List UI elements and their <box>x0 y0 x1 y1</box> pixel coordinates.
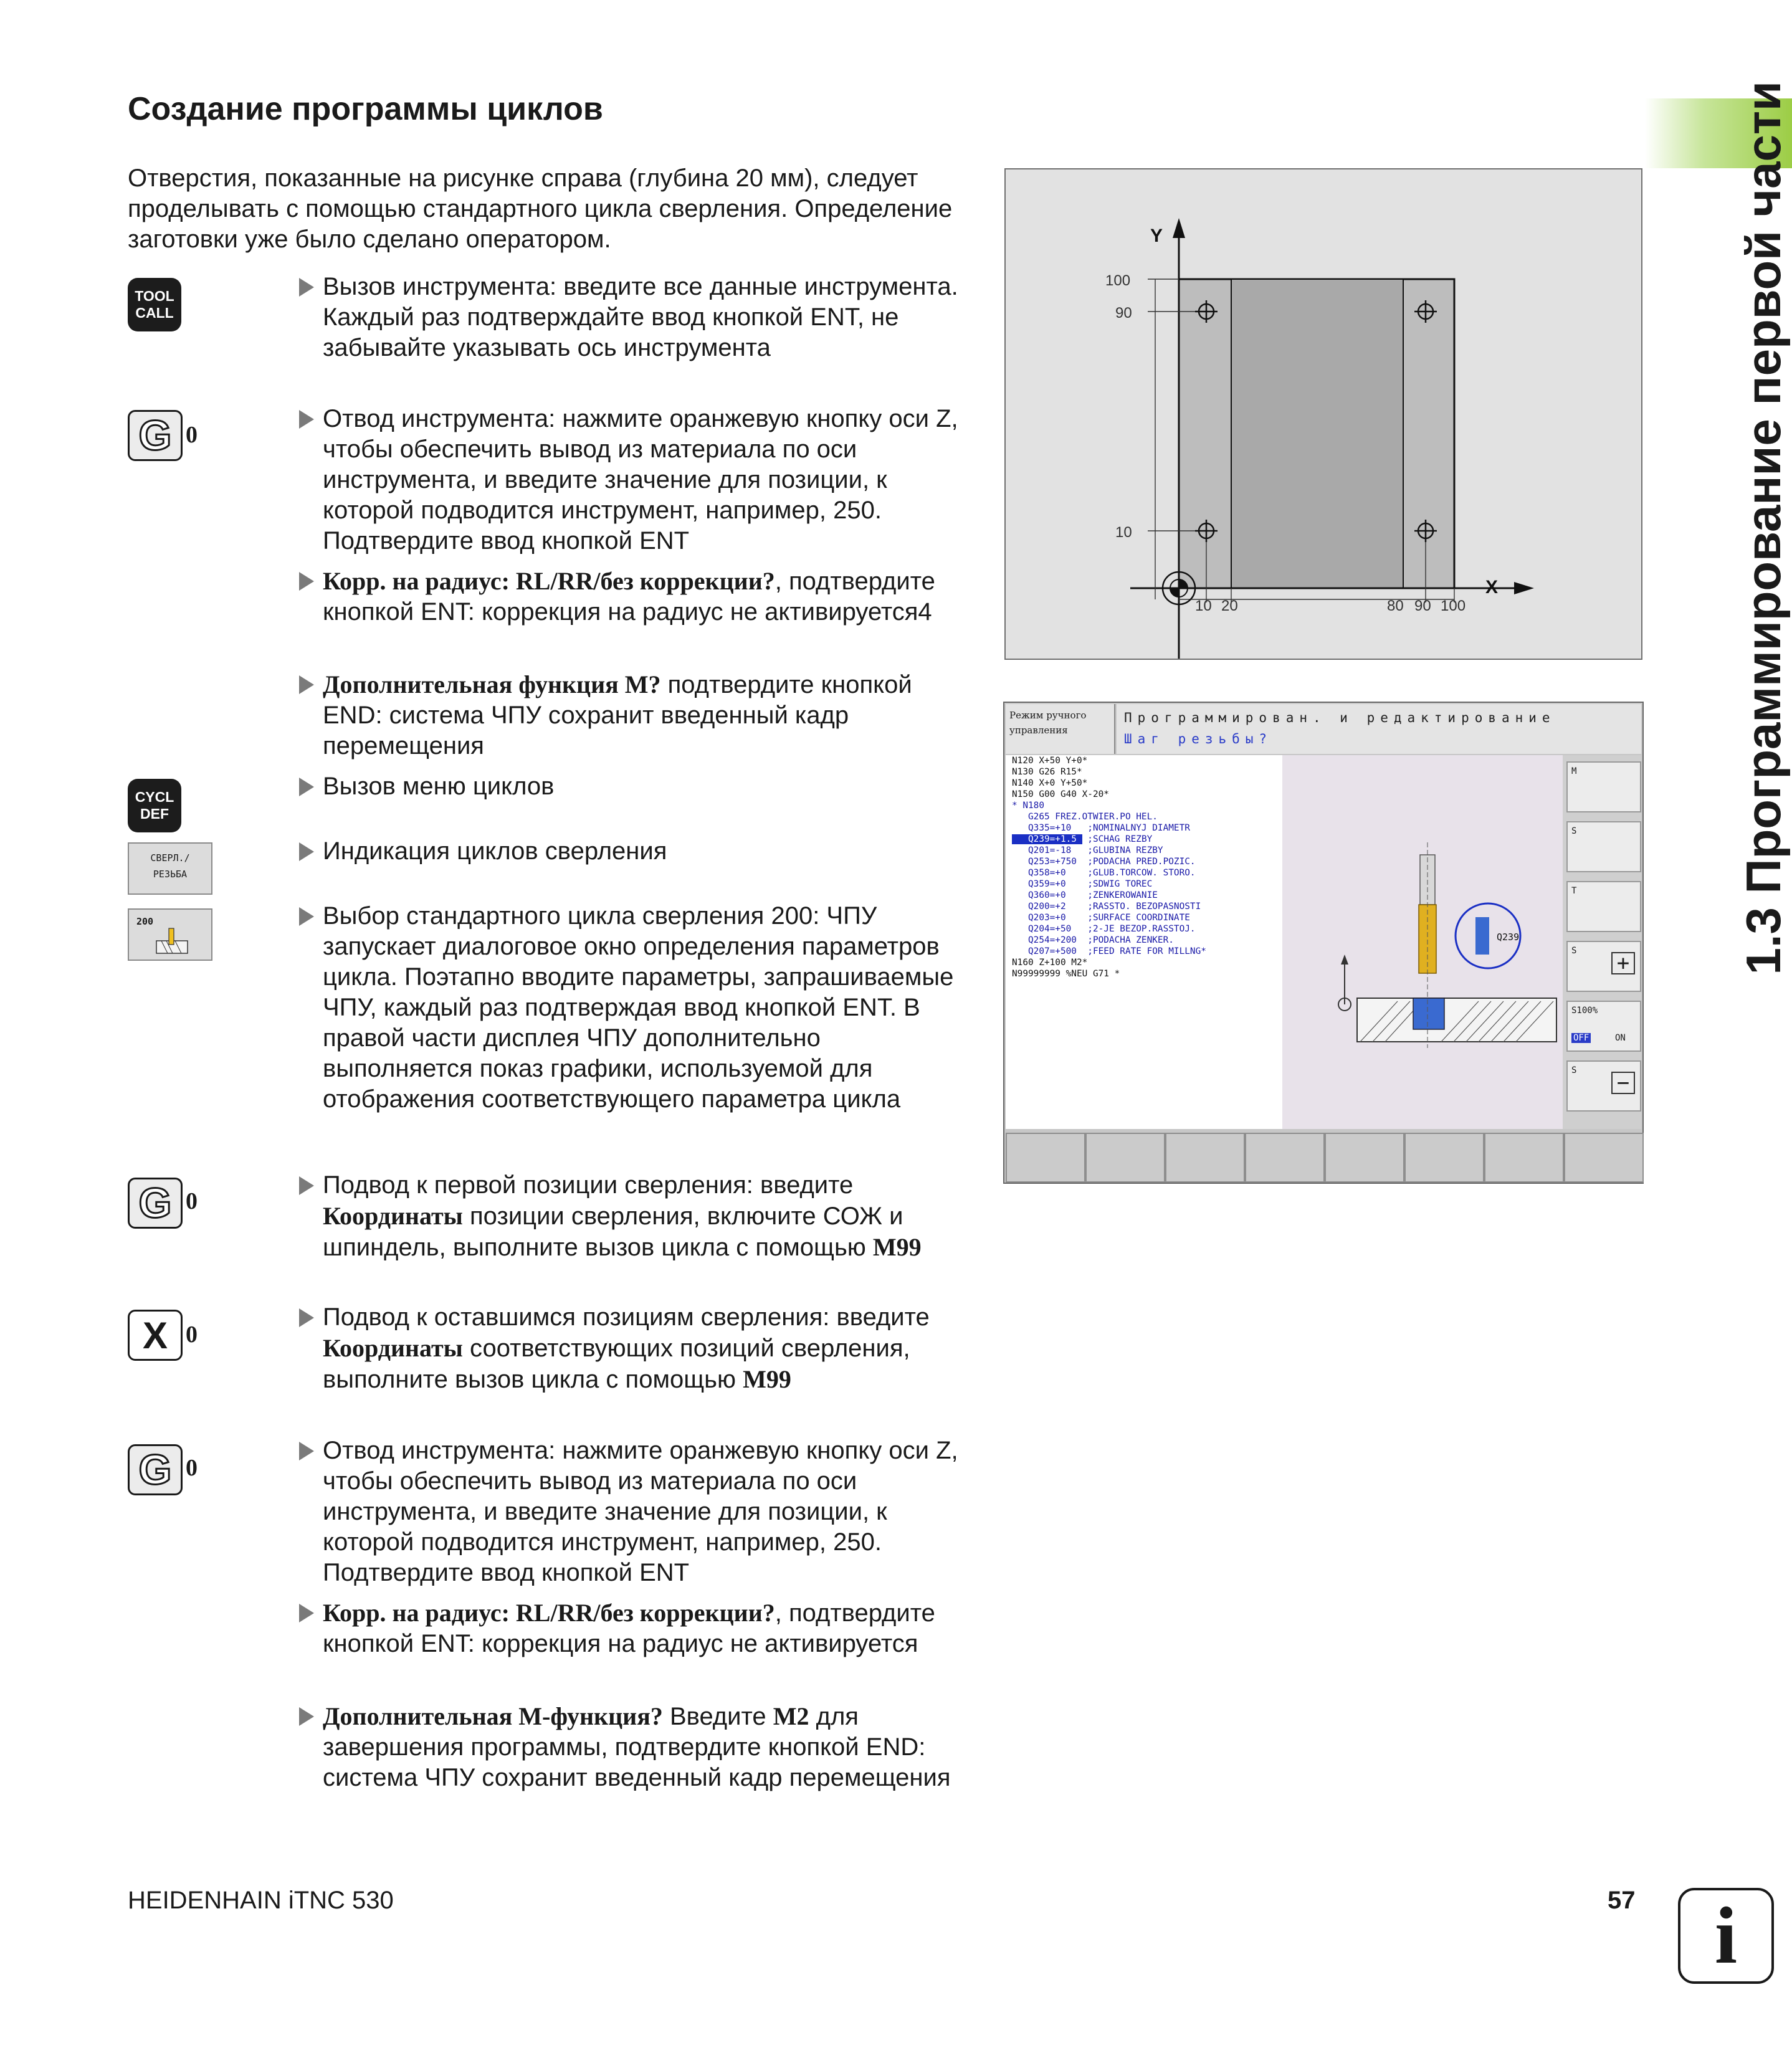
y-tick-90: 90 <box>1115 305 1132 321</box>
x-key: X <box>128 1310 183 1361</box>
tool-call-key-line1: TOOL <box>135 288 174 304</box>
softkey[interactable] <box>1484 1133 1564 1183</box>
x-tick-80: 80 <box>1387 598 1404 614</box>
spindle-override-label: S100% <box>1571 1006 1598 1016</box>
info-icon: i <box>1678 1888 1774 1984</box>
mode-label-line1: Режим ручного <box>1009 710 1087 721</box>
step-term: Координаты <box>323 1334 463 1362</box>
step-text <box>323 404 966 556</box>
step-text <box>323 1598 966 1659</box>
g-key-sub: 0 <box>186 1455 198 1481</box>
step-text <box>323 771 966 802</box>
x-tick-20: 20 <box>1221 598 1238 614</box>
program-line[interactable]: Q335=+10 ;NOMINALNYJ DIAMETR <box>1012 823 1190 833</box>
mode-label-line2: управления <box>1009 725 1068 736</box>
program-listing <box>1006 755 1282 1129</box>
bullet-arrow-icon <box>299 1176 314 1195</box>
step-item <box>299 272 966 363</box>
active-field[interactable]: Q239=+1.5 <box>1012 834 1082 844</box>
status-softkeys <box>1563 755 1641 1129</box>
softkey[interactable] <box>1564 1133 1644 1183</box>
step-text-run: соответствующих позиций сверления, выполните вызов цикла с помощью <box>323 1335 910 1393</box>
program-line[interactable]: Q203=+0 ;SURFACE COORDINATE <box>1012 913 1190 923</box>
bullet-arrow-icon <box>299 842 314 861</box>
step-text <box>323 566 966 627</box>
softkey[interactable] <box>1325 1133 1404 1183</box>
operating-mode-label <box>1006 704 1115 754</box>
step-text-run: Отвод инструмента: нажмите оранжевую кнопку оси Z, чтобы обеспечить вывод из материала по оси инструмента, и введите значение для позиции, к которой подводится инструмент, например, 250. Подтвердите ввод кнопкой ENT <box>323 1437 958 1586</box>
step-text <box>323 1302 966 1395</box>
step-text <box>323 1170 966 1263</box>
workpiece-drawing <box>1004 168 1642 660</box>
step-term: M2 <box>773 1702 809 1730</box>
side-button-t[interactable] <box>1566 881 1641 932</box>
drilling-softkey <box>128 842 212 895</box>
step-item <box>299 1302 966 1395</box>
step-term: Координаты <box>323 1202 463 1230</box>
side-button-s[interactable] <box>1566 821 1641 872</box>
minus-icon: − <box>1611 1072 1635 1094</box>
bullet-arrow-icon <box>299 410 314 429</box>
spindle-override-button[interactable] <box>1566 1001 1641 1052</box>
y-tick-100: 100 <box>1105 272 1131 289</box>
program-line[interactable]: N140 X+0 Y+50* <box>1012 778 1088 788</box>
step-term: M99 <box>872 1233 922 1261</box>
program-line[interactable]: Q360=+0 ;ZENKEROWANIE <box>1012 890 1158 900</box>
bullet-arrow-icon <box>299 1707 314 1726</box>
step-text-run: Вызов меню циклов <box>323 773 555 800</box>
step-term: Корр. на радиус: RL/RR/без коррекции? <box>323 567 775 595</box>
program-line[interactable] <box>1006 834 1282 845</box>
step-item <box>299 1598 966 1659</box>
g-key: G <box>128 1178 183 1229</box>
step-term: Корр. на радиус: RL/RR/без коррекции? <box>323 1599 775 1627</box>
cycl-def-key <box>128 779 181 832</box>
bullet-arrow-icon <box>299 278 314 297</box>
step-term: Дополнительная M-функция? <box>323 1702 663 1730</box>
step-term: Дополнительная функция M? <box>323 670 661 698</box>
step-text-run: , подтвердите кнопкой ENT: коррекция на радиус не активируется <box>323 1599 935 1657</box>
step-text <box>323 836 966 867</box>
dialog-prompt: Шаг резьбы? <box>1124 731 1273 746</box>
softkey-row <box>1006 1133 1641 1181</box>
step-text <box>323 901 966 1115</box>
step-text-run: Отвод инструмента: нажмите оранжевую кнопку оси Z, чтобы обеспечить вывод из материала по оси инструмента, и введите значение для позиции, к которой подводится инструмент, например, 250. Подтвердите ввод кнопкой ENT <box>323 405 958 555</box>
program-line-comment: ;SCHAG REZBY <box>1082 834 1153 844</box>
tool-call-key-line2: CALL <box>135 305 174 321</box>
drilling-softkey-line1: СВЕРЛ./ <box>150 852 190 864</box>
g-key: G <box>128 410 183 461</box>
step-text-run: Вызов инструмента: введите все данные инструмента. Каждый раз подтверждайте ввод кнопкой ENT, не забывайте указывать ось инструмента <box>323 273 958 361</box>
program-line[interactable]: Q200=+2 ;RASSTO. BEZOPASNOSTI <box>1012 902 1201 912</box>
x-tick-90: 90 <box>1414 598 1431 614</box>
cycle-200-softkey-label: 200 <box>136 916 154 927</box>
program-line[interactable]: Q359=+0 ;SDWIG TOREC <box>1012 879 1153 889</box>
side-button-t-label: T <box>1571 886 1577 896</box>
program-line[interactable]: N99999999 %NEU G71 * <box>1012 969 1120 979</box>
softkey[interactable] <box>1085 1133 1165 1183</box>
side-button-m[interactable] <box>1566 761 1641 812</box>
step-text-run: Выбор стандартного цикла сверления 200: ЧПУ запускает диалоговое окно определения параметров цикла. Поэтапно вводите параметры, запрашиваемые ЧПУ, каждый раз подтверждая ввод кнопкой ENT. В правой части дисплея ЧПУ дополнительно выполняется показ графики, используемой для отображения соответствующего параметра цикла <box>323 902 954 1113</box>
softkey[interactable] <box>1245 1133 1325 1183</box>
spindle-plus-label: S <box>1571 946 1577 956</box>
chapter-tab-title: 1.3 Программирование первой части <box>1736 81 1791 975</box>
cycl-def-key-line2: DEF <box>140 806 169 822</box>
bullet-arrow-icon <box>299 778 314 796</box>
step-item <box>299 1701 966 1793</box>
drilling-softkey-line2: РЕЗЬБА <box>153 869 188 880</box>
step-item <box>299 1436 966 1588</box>
footer-product: HEIDENHAIN iTNC 530 <box>128 1887 394 1914</box>
step-item <box>299 1170 966 1263</box>
spindle-minus-button[interactable] <box>1566 1060 1641 1112</box>
step-text <box>323 1436 966 1588</box>
on-toggle: ON <box>1615 1033 1626 1043</box>
x-tick-10: 10 <box>1195 598 1212 614</box>
step-item <box>299 404 966 556</box>
bullet-arrow-icon <box>299 907 314 926</box>
program-line[interactable]: Q204=+50 ;2-JE BEZOP.RASSTOJ. <box>1012 924 1196 934</box>
cycl-def-key-line1: CYCL <box>135 789 174 805</box>
tnc-screen <box>1003 702 1644 1184</box>
tool-call-key <box>128 278 181 331</box>
x-key-sub: 0 <box>186 1322 198 1348</box>
off-toggle: OFF <box>1571 1033 1591 1043</box>
program-line[interactable]: N120 X+50 Y+0* <box>1012 756 1088 766</box>
step-item <box>299 901 966 1115</box>
y-axis-label: Y <box>1150 226 1163 246</box>
screen-header-mode: Программирован. и редактирование <box>1124 710 1556 725</box>
x-tick-100: 100 <box>1441 598 1466 614</box>
bullet-arrow-icon <box>299 1308 314 1327</box>
help-graphic <box>1282 755 1563 1129</box>
step-text <box>323 1701 966 1793</box>
softkey[interactable] <box>1404 1133 1484 1183</box>
bullet-arrow-icon <box>299 1442 314 1460</box>
cycle-200-softkey <box>128 908 212 961</box>
step-text-run: Подвод к оставшимся позициям сверления: введите <box>323 1303 930 1331</box>
step-text-run: Введите <box>662 1703 773 1730</box>
spindle-plus-button[interactable] <box>1566 941 1641 992</box>
page-number: 57 <box>1608 1887 1636 1914</box>
step-text-run: подтвердите кнопкой END: система ЧПУ сохранит введенный кадр перемещения <box>323 671 912 760</box>
bullet-arrow-icon <box>299 675 314 694</box>
step-text-run: позиции сверления, включите СОЖ и шпиндель, выполните вызов цикла с помощью <box>323 1203 903 1261</box>
thread-milling-graphic <box>1282 755 1563 1129</box>
x-axis-label: X <box>1485 577 1499 598</box>
step-text <box>323 272 966 363</box>
program-line[interactable]: Q358=+0 ;GLUB.TORCOW. STORO. <box>1012 868 1196 878</box>
parameter-label: Q239 <box>1497 931 1520 943</box>
y-tick-10: 10 <box>1115 524 1132 541</box>
program-line[interactable]: Q207=+500 ;FEED RATE FOR MILLNG* <box>1012 946 1206 956</box>
page-title: Создание программы циклов <box>128 91 603 127</box>
program-line[interactable]: N160 Z+100 M2* <box>1012 958 1088 968</box>
plus-icon: + <box>1611 952 1635 974</box>
step-term: M99 <box>743 1365 791 1393</box>
softkey[interactable] <box>1165 1133 1245 1183</box>
program-line[interactable]: Q201=-18 ;GLUBINA REZBY <box>1012 845 1163 855</box>
intro-paragraph: Отверстия, показанные на рисунке справа (глубина 20 мм), следует проделывать с помощью стандартного цикла сверления. Определение заготовки уже было сделано оператором. <box>128 164 953 253</box>
step-item <box>299 771 966 802</box>
step-item <box>299 669 966 761</box>
side-button-m-label: M <box>1571 766 1577 776</box>
g-key-sub: 0 <box>186 422 198 448</box>
g-key: G <box>128 1444 183 1495</box>
program-line[interactable]: Q253=+750 ;PODACHA PRED.POZIC. <box>1012 857 1196 867</box>
step-text-run: для завершения программы, подтвердите кнопкой END: система ЧПУ сохранит введенный кадр перемещения <box>323 1703 951 1791</box>
program-line[interactable]: * N180 <box>1012 801 1044 811</box>
program-line[interactable]: N130 G26 R15* <box>1012 767 1082 777</box>
spindle-minus-label: S <box>1571 1065 1577 1075</box>
workpiece-drawing-svg <box>1006 169 1641 659</box>
step-text-run: Подвод к первой позиции сверления: введите <box>323 1171 854 1199</box>
program-line[interactable]: G265 FREZ.OTWIER.PO HEL. <box>1012 812 1158 822</box>
program-line[interactable]: Q254=+200 ;PODACHA ZENKER. <box>1012 935 1174 945</box>
bullet-arrow-icon <box>299 572 314 591</box>
step-text <box>323 669 966 761</box>
step-text-run: Индикация циклов сверления <box>323 837 667 865</box>
program-line[interactable]: N150 G00 G40 X-20* <box>1012 789 1109 799</box>
g-key-sub: 0 <box>186 1188 198 1214</box>
step-text-run: , подтвердите кнопкой ENT: коррекция на радиус не активируется4 <box>323 568 935 626</box>
side-button-s-label: S <box>1571 826 1577 836</box>
screen-header <box>1117 704 1641 754</box>
softkey[interactable] <box>1006 1133 1085 1183</box>
step-item <box>299 566 966 627</box>
step-item <box>299 836 966 867</box>
drill-cycle-icon <box>153 927 190 956</box>
bullet-arrow-icon <box>299 1604 314 1622</box>
